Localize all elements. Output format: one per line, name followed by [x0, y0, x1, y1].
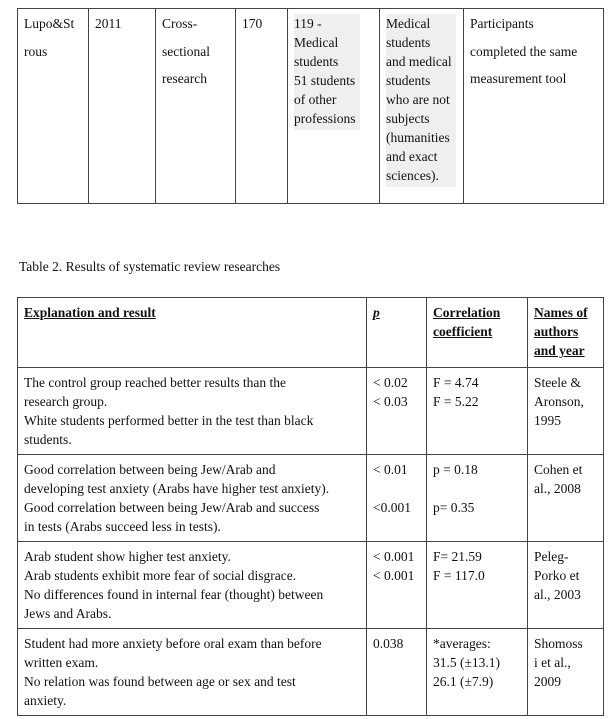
table-row [18, 9, 604, 204]
header-label: coefficient [433, 324, 493, 339]
cell-line: (humanities [386, 130, 450, 145]
cell-line: No relation was found between age or sex and test [24, 674, 296, 689]
cell-correlation [427, 542, 528, 629]
cell-correlation [427, 455, 528, 542]
cell-line: Participants [470, 16, 534, 31]
header-label: Names of [534, 305, 588, 320]
cell-sample [288, 9, 380, 204]
spacer [373, 479, 420, 498]
cell-line: Arab students exhibit more fear of social disgrace. [24, 568, 297, 583]
table-row [18, 629, 604, 716]
cell-groups [380, 9, 464, 204]
cell-line: <0.001 [373, 500, 411, 515]
cell-p [367, 455, 427, 542]
cell-line: and exact [386, 149, 438, 164]
cell-line: < 0.01 [373, 462, 408, 477]
cell-line: and medical [386, 54, 452, 69]
cell-line: F = 117.0 [433, 568, 485, 583]
cell-line: The control group reached better results than the [24, 375, 287, 390]
cell-line: 1995 [534, 413, 561, 428]
cell-correlation [427, 629, 528, 716]
header-names [528, 298, 604, 368]
cell-line: Shomoss [534, 636, 583, 651]
header-p [367, 298, 427, 368]
spacer [433, 479, 521, 498]
cell-line: developing test anxiety (Arabs have higher test anxiety). [24, 481, 330, 496]
cell-names [528, 542, 604, 629]
cell-line: al., 2008 [534, 481, 581, 496]
cell-names [528, 455, 604, 542]
cell-line: i et al., [534, 655, 571, 670]
cell-line: sectional [162, 44, 210, 59]
cell-design [156, 9, 236, 204]
cell-line: students. [24, 432, 72, 447]
cell-line: in tests (Arabs succeed less in tests). [24, 519, 221, 534]
cell-line: who are not [386, 92, 450, 107]
cell-line: professions [294, 111, 356, 126]
header-explanation [18, 298, 367, 368]
cell-p [367, 542, 427, 629]
cell-explanation [18, 368, 367, 455]
cell-line: Cohen et [534, 462, 583, 477]
shaded-block [386, 14, 456, 187]
cell-line: sciences). [386, 168, 439, 183]
cell-line: p = 0.18 [433, 462, 478, 477]
table-caption: Table 2. Results of systematic review researches [19, 259, 281, 274]
cell-line: 26.1 (±7.9) [433, 674, 494, 689]
cell-p [367, 368, 427, 455]
cell-line: research [162, 71, 207, 86]
cell-explanation [18, 455, 367, 542]
cell-line: research group. [24, 394, 108, 409]
shaded-block [294, 14, 360, 130]
cell-line: p= 0.35 [433, 500, 475, 515]
cell-line: No differences found in internal fear (thought) between [24, 587, 324, 602]
cell-line: anxiety. [24, 693, 67, 708]
cell-line: written exam. [24, 655, 99, 670]
cell-line: Cross- [162, 16, 198, 31]
table-row [18, 542, 604, 629]
cell-line: Good correlation between being Jew/Arab and [24, 462, 276, 477]
cell-line: Student had more anxiety before oral exam than before [24, 636, 322, 651]
header-label: Correlation [433, 305, 501, 320]
header-row [18, 298, 604, 368]
cell-line: Arab student show higher test anxiety. [24, 549, 231, 564]
cell-line: < 0.001 [373, 549, 415, 564]
table-row [18, 368, 604, 455]
cell-line: Steele & [534, 375, 581, 390]
cell-line: 2011 [95, 16, 122, 31]
table-row [18, 455, 604, 542]
cell-line: *averages: [433, 636, 491, 651]
cell-line: 0.038 [373, 636, 404, 651]
cell-line: F = 4.74 [433, 375, 479, 390]
cell-line: subjects [386, 111, 430, 126]
cell-year [89, 9, 156, 204]
cell-line: Lupo&St [24, 16, 75, 31]
cell-n [236, 9, 288, 204]
cell-line: Good correlation between being Jew/Arab and success [24, 500, 320, 515]
cell-line: of other [294, 92, 337, 107]
header-label: Explanation and result [24, 305, 156, 320]
cell-line: 51 students [294, 73, 356, 88]
header-label: authors [534, 324, 579, 339]
cell-names [528, 629, 604, 716]
cell-p [367, 629, 427, 716]
cell-line: F = 5.22 [433, 394, 479, 409]
cell-line: completed the same [470, 44, 578, 59]
cell-line: Jews and Arabs. [24, 606, 112, 621]
cell-line: 170 [242, 16, 263, 31]
cell-line: 119 - [294, 16, 322, 31]
header-label: and year [534, 343, 585, 358]
cell-line: F= 21.59 [433, 549, 482, 564]
results-table [17, 297, 604, 716]
cell-line: < 0.02 [373, 375, 408, 390]
cell-line: < 0.03 [373, 394, 408, 409]
cell-line: Medical [294, 35, 339, 50]
cell-line: students [386, 73, 431, 88]
cell-notes [464, 9, 604, 204]
cell-line: Medical [386, 16, 431, 31]
header-correlation [427, 298, 528, 368]
cell-line: 2009 [534, 674, 561, 689]
header-label: p [373, 305, 380, 320]
cell-line: Peleg- [534, 549, 569, 564]
cell-explanation [18, 542, 367, 629]
studies-table-fragment [17, 8, 604, 204]
cell-line: rous [24, 44, 48, 59]
cell-line: students [386, 35, 431, 50]
cell-line: White students performed better in the test than black [24, 413, 314, 428]
cell-correlation [427, 368, 528, 455]
cell-line: measurement tool [470, 71, 567, 86]
cell-line: Porko et [534, 568, 580, 583]
cell-line: Aronson, [534, 394, 584, 409]
cell-line: al., 2003 [534, 587, 581, 602]
cell-author [18, 9, 89, 204]
cell-names [528, 368, 604, 455]
cell-line: students [294, 54, 339, 69]
cell-line: < 0.001 [373, 568, 415, 583]
cell-explanation [18, 629, 367, 716]
cell-line: 31.5 (±13.1) [433, 655, 501, 670]
